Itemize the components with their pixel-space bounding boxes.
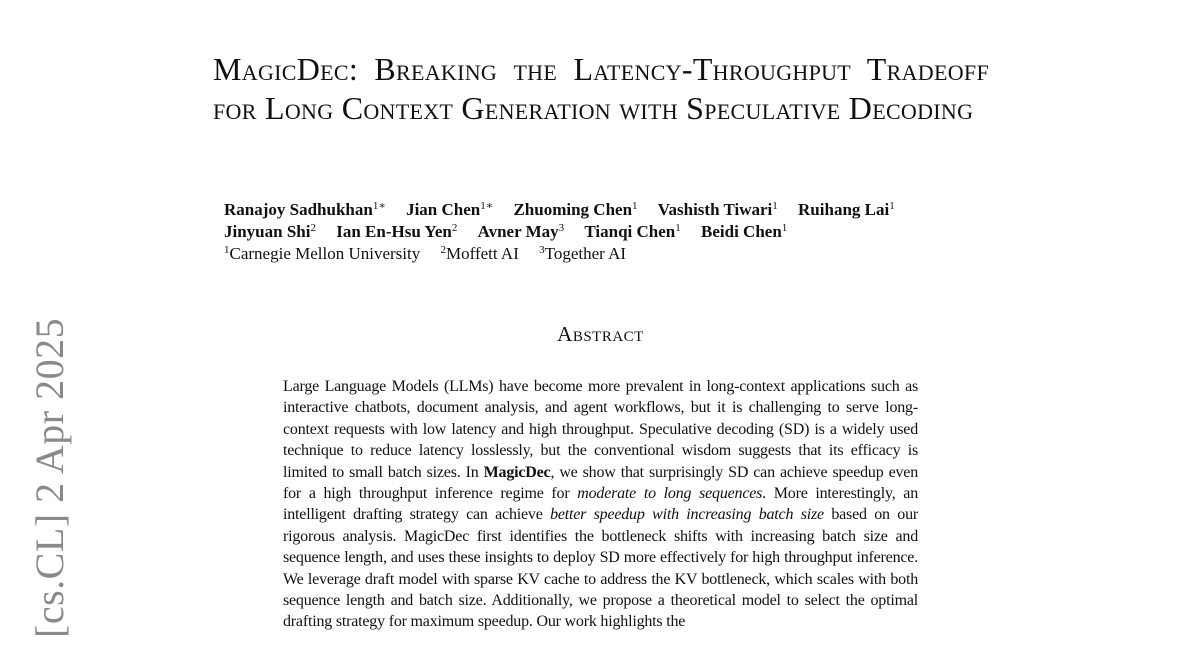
- author: Jian Chen$^{1∗}$: [406, 200, 494, 219]
- author: Ranajoy Sadhukhan$^{1∗}$: [224, 200, 386, 219]
- author-block: [224, 199, 984, 265]
- abstract-heading: Abstract: [557, 322, 644, 346]
- author: Ian En-Hsu Yen$^2$: [336, 222, 458, 241]
- paper-title: MagicDec: Breaking the Latency-Throughput Tradeoff for Long Context Generation with Speculative Decoding: [213, 51, 989, 126]
- author: Jinyuan Shi$^2$: [224, 222, 316, 241]
- affiliation: $^1$Carnegie Mellon University: [224, 244, 421, 263]
- affiliation-line: [224, 243, 984, 265]
- author: Beidi Chen$^1$: [701, 222, 788, 241]
- author: Avner May$^3$: [477, 222, 565, 241]
- emphasis: better speedup with increasing batch size: [550, 506, 824, 524]
- author: Vashisth Tiwari$^1$: [657, 200, 778, 219]
- method-name: MagicDec: [483, 463, 551, 481]
- author-line-1: [224, 199, 984, 221]
- author-line-2: [224, 221, 984, 243]
- author: Ruihang Lai$^1$: [798, 200, 895, 219]
- author: Tianqi Chen$^1$: [584, 222, 681, 241]
- abstract-text: Large Language Models (LLMs) have become more prevalent in long-context applications such as interactive chatbots, document analysis, and agent workflows, but it is challenging to serve long-context requests with low latency and high throughput. Speculative decoding (SD) is a widely used technique to reduce latency losslessly, but the conventional wisdom suggests that its efficacy is limited to small batch sizes. In MagicDec, we show that surprisingly SD can achieve speedup even for a high throughput inference regime for moderate to long sequences. More interestingly, an intelligent drafting strategy can achieve better speedup with increasing batch size based on our rigorous analysis. MagicDec first identifies the bottleneck shifts with increasing batch size and sequence length, and uses these insights to deploy SD more effectively for high throughput inference. We leverage draft model with sparse KV cache to address the KV bottleneck, which scales with both sequence length and batch size. Additionally, we propose a theoretical model to select the optimal drafting strategy for maximum speedup. Our work highlights the: [283, 378, 919, 631]
- affiliation: $^2$Moffett AI: [440, 244, 519, 263]
- author: Zhuoming Chen$^1$: [513, 200, 638, 219]
- arxiv-watermark: [29, 318, 71, 638]
- emphasis: moderate to long sequences: [577, 485, 763, 503]
- arxiv-stamp-text: [cs.CL] 2 Apr 2025: [27, 317, 72, 638]
- affiliation: $^3$Together AI: [539, 244, 627, 263]
